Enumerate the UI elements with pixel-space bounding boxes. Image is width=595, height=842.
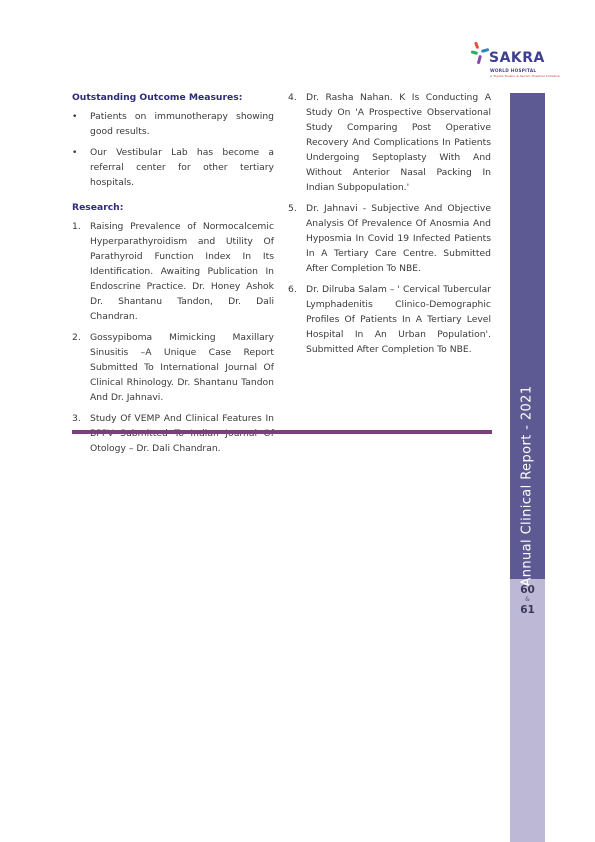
page-numbers <box>510 584 545 616</box>
list-item: 2. Gossypiboma Mimicking Maxillary Sinusitis –A Unique Case Report Submitted To International Journal Of Clinical Rhinology. Dr. Shantanu Tandon And Dr. Jahnavi. <box>72 332 274 403</box>
list-item: 1. Raising Prevalence of Normocalcemic Hyperparathyroidism and Utility Of Parathyroid Function Index In Its Identification. Awaiting Publication In Endoscrine Practice. Dr. Honey Ashok Dr. Shantanu Tandon, Dr. Dali Chandran. <box>72 221 274 322</box>
page-number-b: 61 <box>520 604 535 616</box>
list-item: • Patients on immunotherapy showing good results. <box>72 111 274 137</box>
list-item: 6. Dr. Dilruba Salam – ' Cervical Tubercular Lymphadenitis Clinico-Demographic Profiles Of Patients In A Tertiary Level Hospital In An Urban Population'. Submitted After Completion To NBE. <box>288 284 491 355</box>
list-item: 3. Study Of VEMP And Clinical Features In Otology – Dr. Dali Chandran. <box>72 413 274 454</box>
list-item: 5. Dr. Jahnavi - Subjective And Objective Analysis Of Prevalence Of Anosmia And Hyposmia In Covid 19 Infected Patients In A Tertiary Care Centre. Submitted After Completion To NBE. <box>288 203 491 274</box>
research-list-right <box>288 90 491 357</box>
outcome-heading: Outstanding Outcome Measures: <box>72 92 243 103</box>
logo-name: SAKRA <box>489 50 545 66</box>
bullet-icon: • <box>72 111 78 122</box>
left-column <box>72 90 274 462</box>
page-number-a: 60 <box>520 584 535 596</box>
list-item: • Our Vestibular Lab has become a referral center for other tertiary hospitals. <box>72 147 274 188</box>
section-divider <box>72 430 492 434</box>
page-number-separator: & <box>525 596 530 603</box>
report-title: Annual Clinical Report - 2021 <box>519 385 535 587</box>
outcome-list <box>72 109 274 190</box>
research-list-left <box>72 219 274 456</box>
right-column <box>288 90 491 363</box>
bullet-icon: • <box>72 147 78 158</box>
hospital-logo <box>470 41 570 81</box>
list-item: 4. Dr. Rasha Nahan. K Is Conducting A Study On 'A Prospective Observational Study Comparing Post Operative Recovery And Complications In Patients Undergoing Septoplasty With And Without Anterior Nasal Packing In Indian Subpopulation.' <box>288 92 491 193</box>
logo-subtitle: WORLD HOSPITAL <box>490 68 537 73</box>
research-heading: Research: <box>72 202 124 213</box>
side-band-bottom <box>510 579 545 842</box>
logo-tagline: A Toyota Tsusho & Secom Hospital Initiative <box>490 74 560 78</box>
